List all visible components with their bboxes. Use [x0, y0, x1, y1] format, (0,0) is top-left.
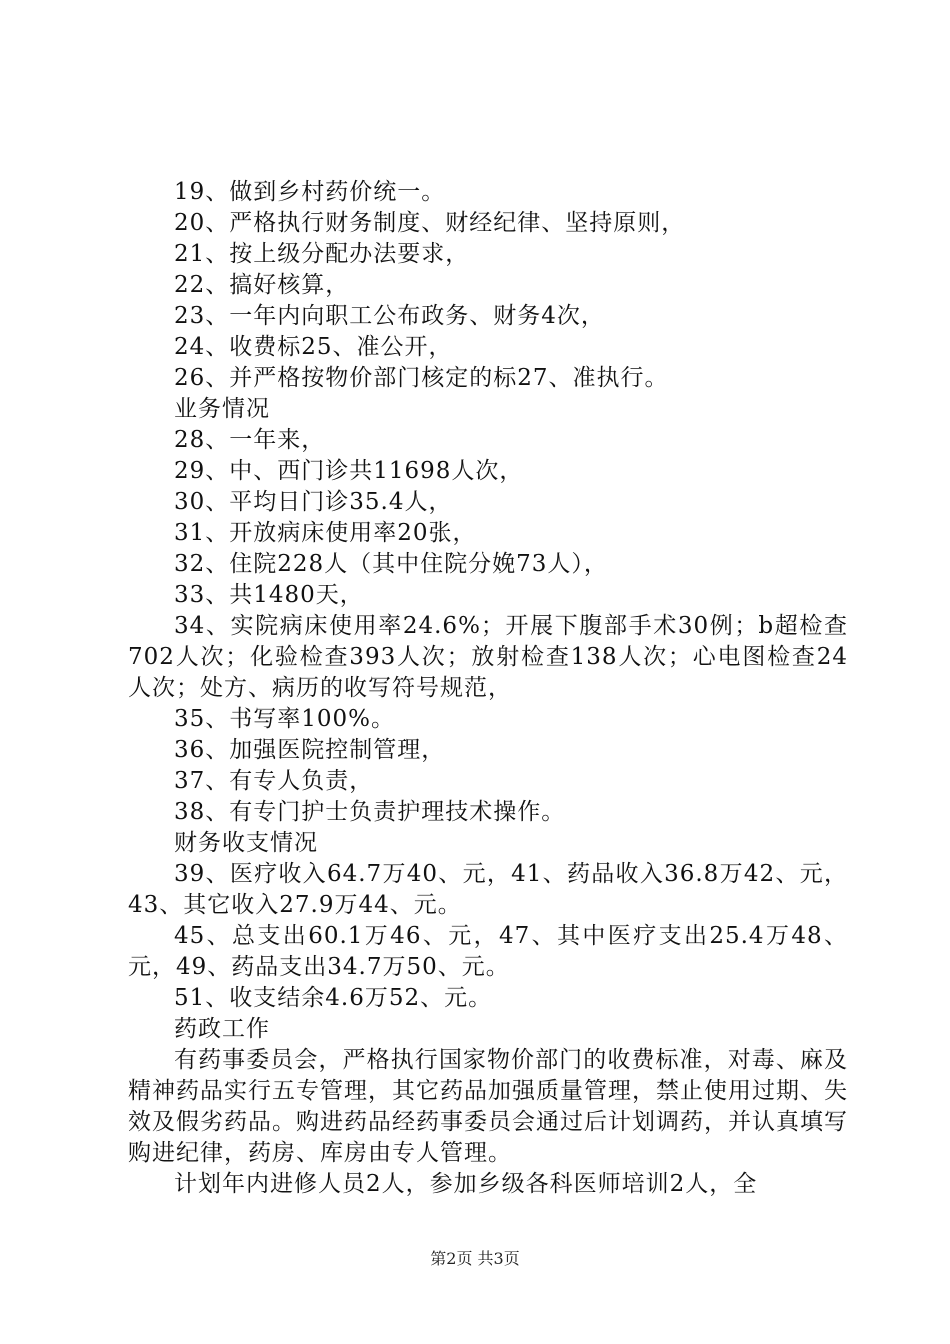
paragraph: 51、收支结余4.6万52、元。: [174, 985, 493, 1011]
paragraph: 计划年内进修人员2人，参加乡级各科医师培训2人，全: [174, 1171, 758, 1197]
paragraph: 22、搞好核算，: [174, 272, 350, 298]
paragraph: 37、有专人负责，: [174, 768, 374, 794]
paragraph: 39、医疗收入64.7万40、元，41、药品收入36.8万42、元，43、其它收入27.9万44、元。: [128, 861, 848, 918]
paragraph: 23、一年内向职工公布政务、财务4次，: [174, 303, 605, 329]
paragraph: 38、有专门护士负责护理技术操作。: [174, 799, 566, 825]
paragraph: 29、中、西门诊共11698人次，: [174, 458, 524, 484]
paragraph: 26、并严格按物价部门核定的标27、准执行。: [174, 365, 669, 391]
paragraph: 35、书写率100%。: [174, 706, 396, 732]
paragraph: 28、一年来，: [174, 427, 326, 453]
section-heading: 药政工作: [174, 1016, 270, 1042]
paragraph: 21、按上级分配办法要求，: [174, 241, 470, 267]
paragraph: 32、住院228人（其中住院分娩73人），: [174, 551, 608, 577]
paragraph: 24、收费标25、准公开，: [174, 334, 453, 360]
paragraph: 19、做到乡村药价统一。: [174, 179, 446, 205]
paragraph: 20、严格执行财务制度、财经纪律、坚持原则，: [174, 210, 686, 236]
section-heading: 财务收支情况: [174, 830, 318, 856]
document-body: [128, 177, 848, 1200]
paragraph: 31、开放病床使用率20张，: [174, 520, 477, 546]
paragraph: 36、加强医院控制管理，: [174, 737, 446, 763]
paragraph: 45、总支出60.1万46、元，47、其中医疗支出25.4万48、元，49、药品支出34.7万50、元。: [128, 923, 848, 980]
paragraph: 33、共1480天，: [174, 582, 364, 608]
paragraph: 有药事委员会，严格执行国家物价部门的收费标准，对毒、麻及精神药品实行五专管理，其它药品加强质量管理，禁止使用过期、失效及假劣药品。购进药品经药事委员会通过后计划调药，并认真填写购进纪律，药房、库房由专人管理。: [128, 1047, 848, 1166]
page-footer: 第2页 共3页: [430, 1249, 520, 1268]
paragraph: 30、平均日门诊35.4人，: [174, 489, 453, 515]
section-heading: 业务情况: [174, 396, 270, 422]
paragraph: 34、实院病床使用率24.6%；开展下腹部手术30例；b超检查702人次；化验检查393人次；放射检查138人次；心电图检查24人次；处方、病历的收写符号规范，: [128, 613, 848, 701]
